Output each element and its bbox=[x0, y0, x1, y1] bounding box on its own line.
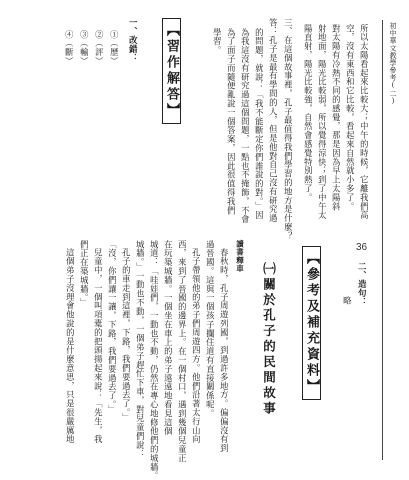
story-line-5: 在玩築城牆。一個坐在車上的弟子遠遠地看見這個 bbox=[163, 240, 174, 436]
header-rule bbox=[382, 20, 383, 460]
exercise-item-1: ①（歷） bbox=[109, 30, 120, 66]
story-line-7: 城牆。」一動也不動，一個弟子趕忙下車，對兒童們說： bbox=[135, 240, 146, 459]
exercise-item-2: ②（評） bbox=[94, 30, 105, 66]
exercise-item-3: ③（輸） bbox=[79, 30, 90, 66]
story-line-10: 兒童中，一個叫項橐的把頭揚起來說：「先生，我 bbox=[93, 248, 104, 444]
story-line-8: 孔子的車走到這裡，下路，我們要過去了。」 bbox=[121, 248, 132, 422]
story-line-2: 過晉國。這與一個孩子攔住道有直接關係呢。 bbox=[205, 240, 216, 418]
question-3-answer-2: 的問題，就說：「我不能斷定你們誰說的對。」因 bbox=[254, 28, 265, 220]
running-header: 初中華文教學參考(二) bbox=[389, 22, 397, 106]
reading-label: 讀書釋車 bbox=[235, 240, 245, 273]
story-line-4: 西，來到了晉國的邊界上。在一個村口，遇到幾個兒童正 bbox=[177, 240, 188, 463]
reference-heading: 【參考及補充資料】 bbox=[302, 246, 321, 400]
question-3-answer-1: 答：孔子是最有學問的人，但是他對自己沒有研究過 bbox=[268, 18, 279, 223]
exercise-heading: 一、改錯： bbox=[128, 18, 139, 63]
story-line-1: 春秋時，孔子周遊列國，到過許多地方。偏偏沒有到 bbox=[219, 248, 230, 453]
question-3-answer-5: 學習。 bbox=[212, 28, 223, 55]
story-line-12: 這個弟子沒理會他說的是什麼意思，只是很嚴厲地 bbox=[65, 248, 76, 444]
story-line-3: 孔子帶領他的弟子們周遊四方。他們沿著太行山向 bbox=[191, 248, 202, 444]
answer-line-3: 對太陽有冷熱不同的感覺，那是因為早上太陽斜 bbox=[331, 24, 342, 211]
question-3: 三、在這個故事裡，孔子最值得我們學習的地方是什麼？ bbox=[283, 18, 294, 241]
question-3-answer-3: 為我這沒有研究過這個問題，一點也不掩飾，不會 bbox=[240, 28, 251, 224]
story-line-6: 城道：「哇娃們，一動也不動，仍然在專心地修他們的城牆。 bbox=[149, 240, 160, 480]
question-2-heading: 二、造句： bbox=[357, 262, 368, 307]
story-line-11: 們正在築城牆。」 bbox=[79, 240, 90, 308]
answer-line-5: 陽直射，陽光比較強，自然會感覺特別熱了。 bbox=[303, 24, 314, 202]
question-2-answer: 略 bbox=[342, 296, 353, 305]
practice-answers-heading: 【習作解答】 bbox=[162, 18, 181, 124]
answer-line-1: 所以太陽看起來比較大；中午的時候，它離我們高 bbox=[359, 24, 370, 220]
exercise-item-4: ④（斷） bbox=[64, 30, 75, 66]
question-3-answer-4: 為了面子而隨便亂說一個答案，因此很值得我們 bbox=[226, 28, 237, 215]
answer-line-4: 射地面，陽光比較弱，所以覺得涼快；到了中午太 bbox=[317, 24, 328, 220]
page-number: 36 bbox=[356, 242, 368, 253]
answer-line-2: 空，沒有東西和它比較，看起來自然就小多了。 bbox=[345, 24, 356, 211]
story-line-9: 「沒，你們讓一讓，下路，我們要過去了。」 bbox=[107, 240, 118, 414]
section-title: ㈠關於孔子的民間故事 bbox=[261, 262, 277, 417]
